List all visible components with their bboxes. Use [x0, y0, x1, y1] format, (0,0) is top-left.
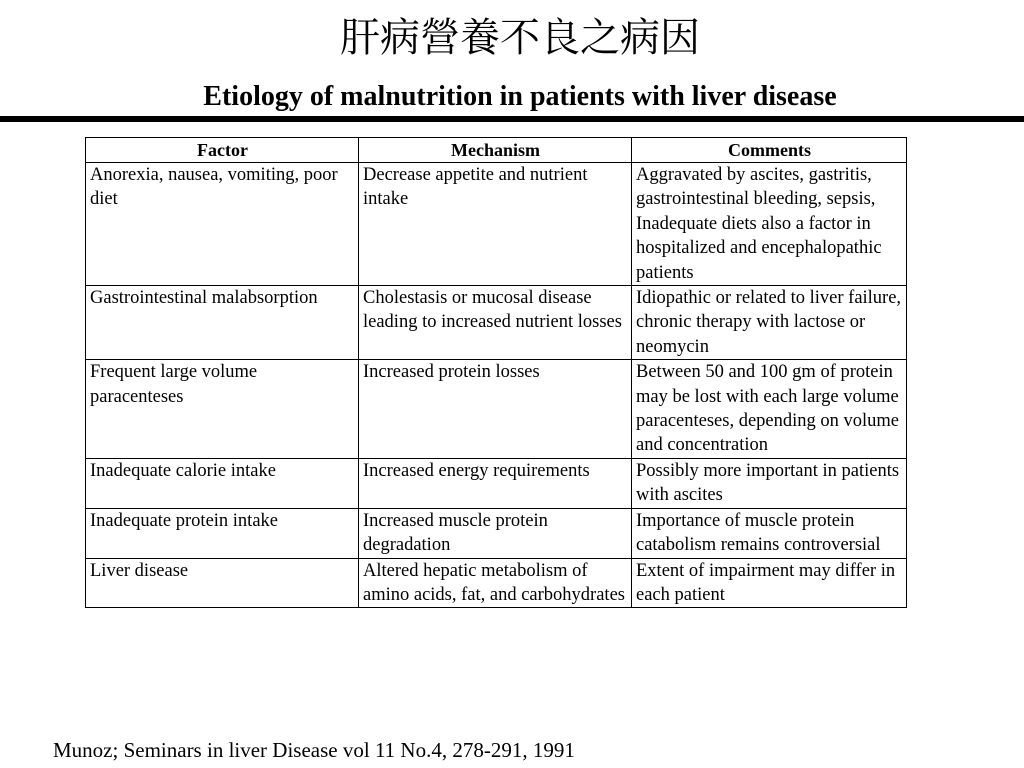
factor-cell: Gastrointestinal malabsorption [86, 286, 359, 360]
factor-cell: Liver disease [86, 558, 359, 608]
header-mechanism: Mechanism [359, 138, 632, 163]
etiology-table [85, 137, 907, 608]
mechanism-cell: Increased protein losses [359, 360, 632, 459]
factor-cell: Anorexia, nausea, vomiting, poor diet [86, 163, 359, 286]
table-row [86, 458, 907, 508]
header-comments: Comments [632, 138, 907, 163]
comments-cell: Aggravated by ascites, gastritis, gastrointestinal bleeding, sepsis, Inadequate diets also a factor in hospitalized and encephalopathic patients [632, 163, 907, 286]
comments-cell: Possibly more important in patients with ascites [632, 458, 907, 508]
slide-title-chinese: 肝病營養不良之病因 [340, 15, 700, 61]
factor-cell: Inadequate protein intake [86, 508, 359, 558]
slide-title-english: Etiology of malnutrition in patients with liver disease [203, 81, 837, 112]
comments-cell: Between 50 and 100 gm of protein may be lost with each large volume paracenteses, depending on volume and concentration [632, 360, 907, 459]
table-row [86, 508, 907, 558]
header-factor: Factor [86, 138, 359, 163]
factor-cell: Inadequate calorie intake [86, 458, 359, 508]
title-divider [0, 116, 1024, 122]
citation: Munoz; Seminars in liver Disease vol 11 No.4, 278-291, 1991 [53, 738, 575, 762]
mechanism-cell: Decrease appetite and nutrient intake [359, 163, 632, 286]
comments-cell: Idiopathic or related to liver failure, chronic therapy with lactose or neomycin [632, 286, 907, 360]
table-row [86, 558, 907, 608]
mechanism-cell: Cholestasis or mucosal disease leading to increased nutrient losses [359, 286, 632, 360]
table-row [86, 360, 907, 459]
mechanism-cell: Increased energy requirements [359, 458, 632, 508]
mechanism-cell: Increased muscle protein degradation [359, 508, 632, 558]
comments-cell: Importance of muscle protein catabolism remains controversial [632, 508, 907, 558]
comments-cell: Extent of impairment may differ in each patient [632, 558, 907, 608]
table-header-row [86, 138, 907, 163]
table-row [86, 163, 907, 286]
table-row [86, 286, 907, 360]
factor-cell: Frequent large volume paracenteses [86, 360, 359, 459]
mechanism-cell: Altered hepatic metabolism of amino acids, fat, and carbohydrates [359, 558, 632, 608]
